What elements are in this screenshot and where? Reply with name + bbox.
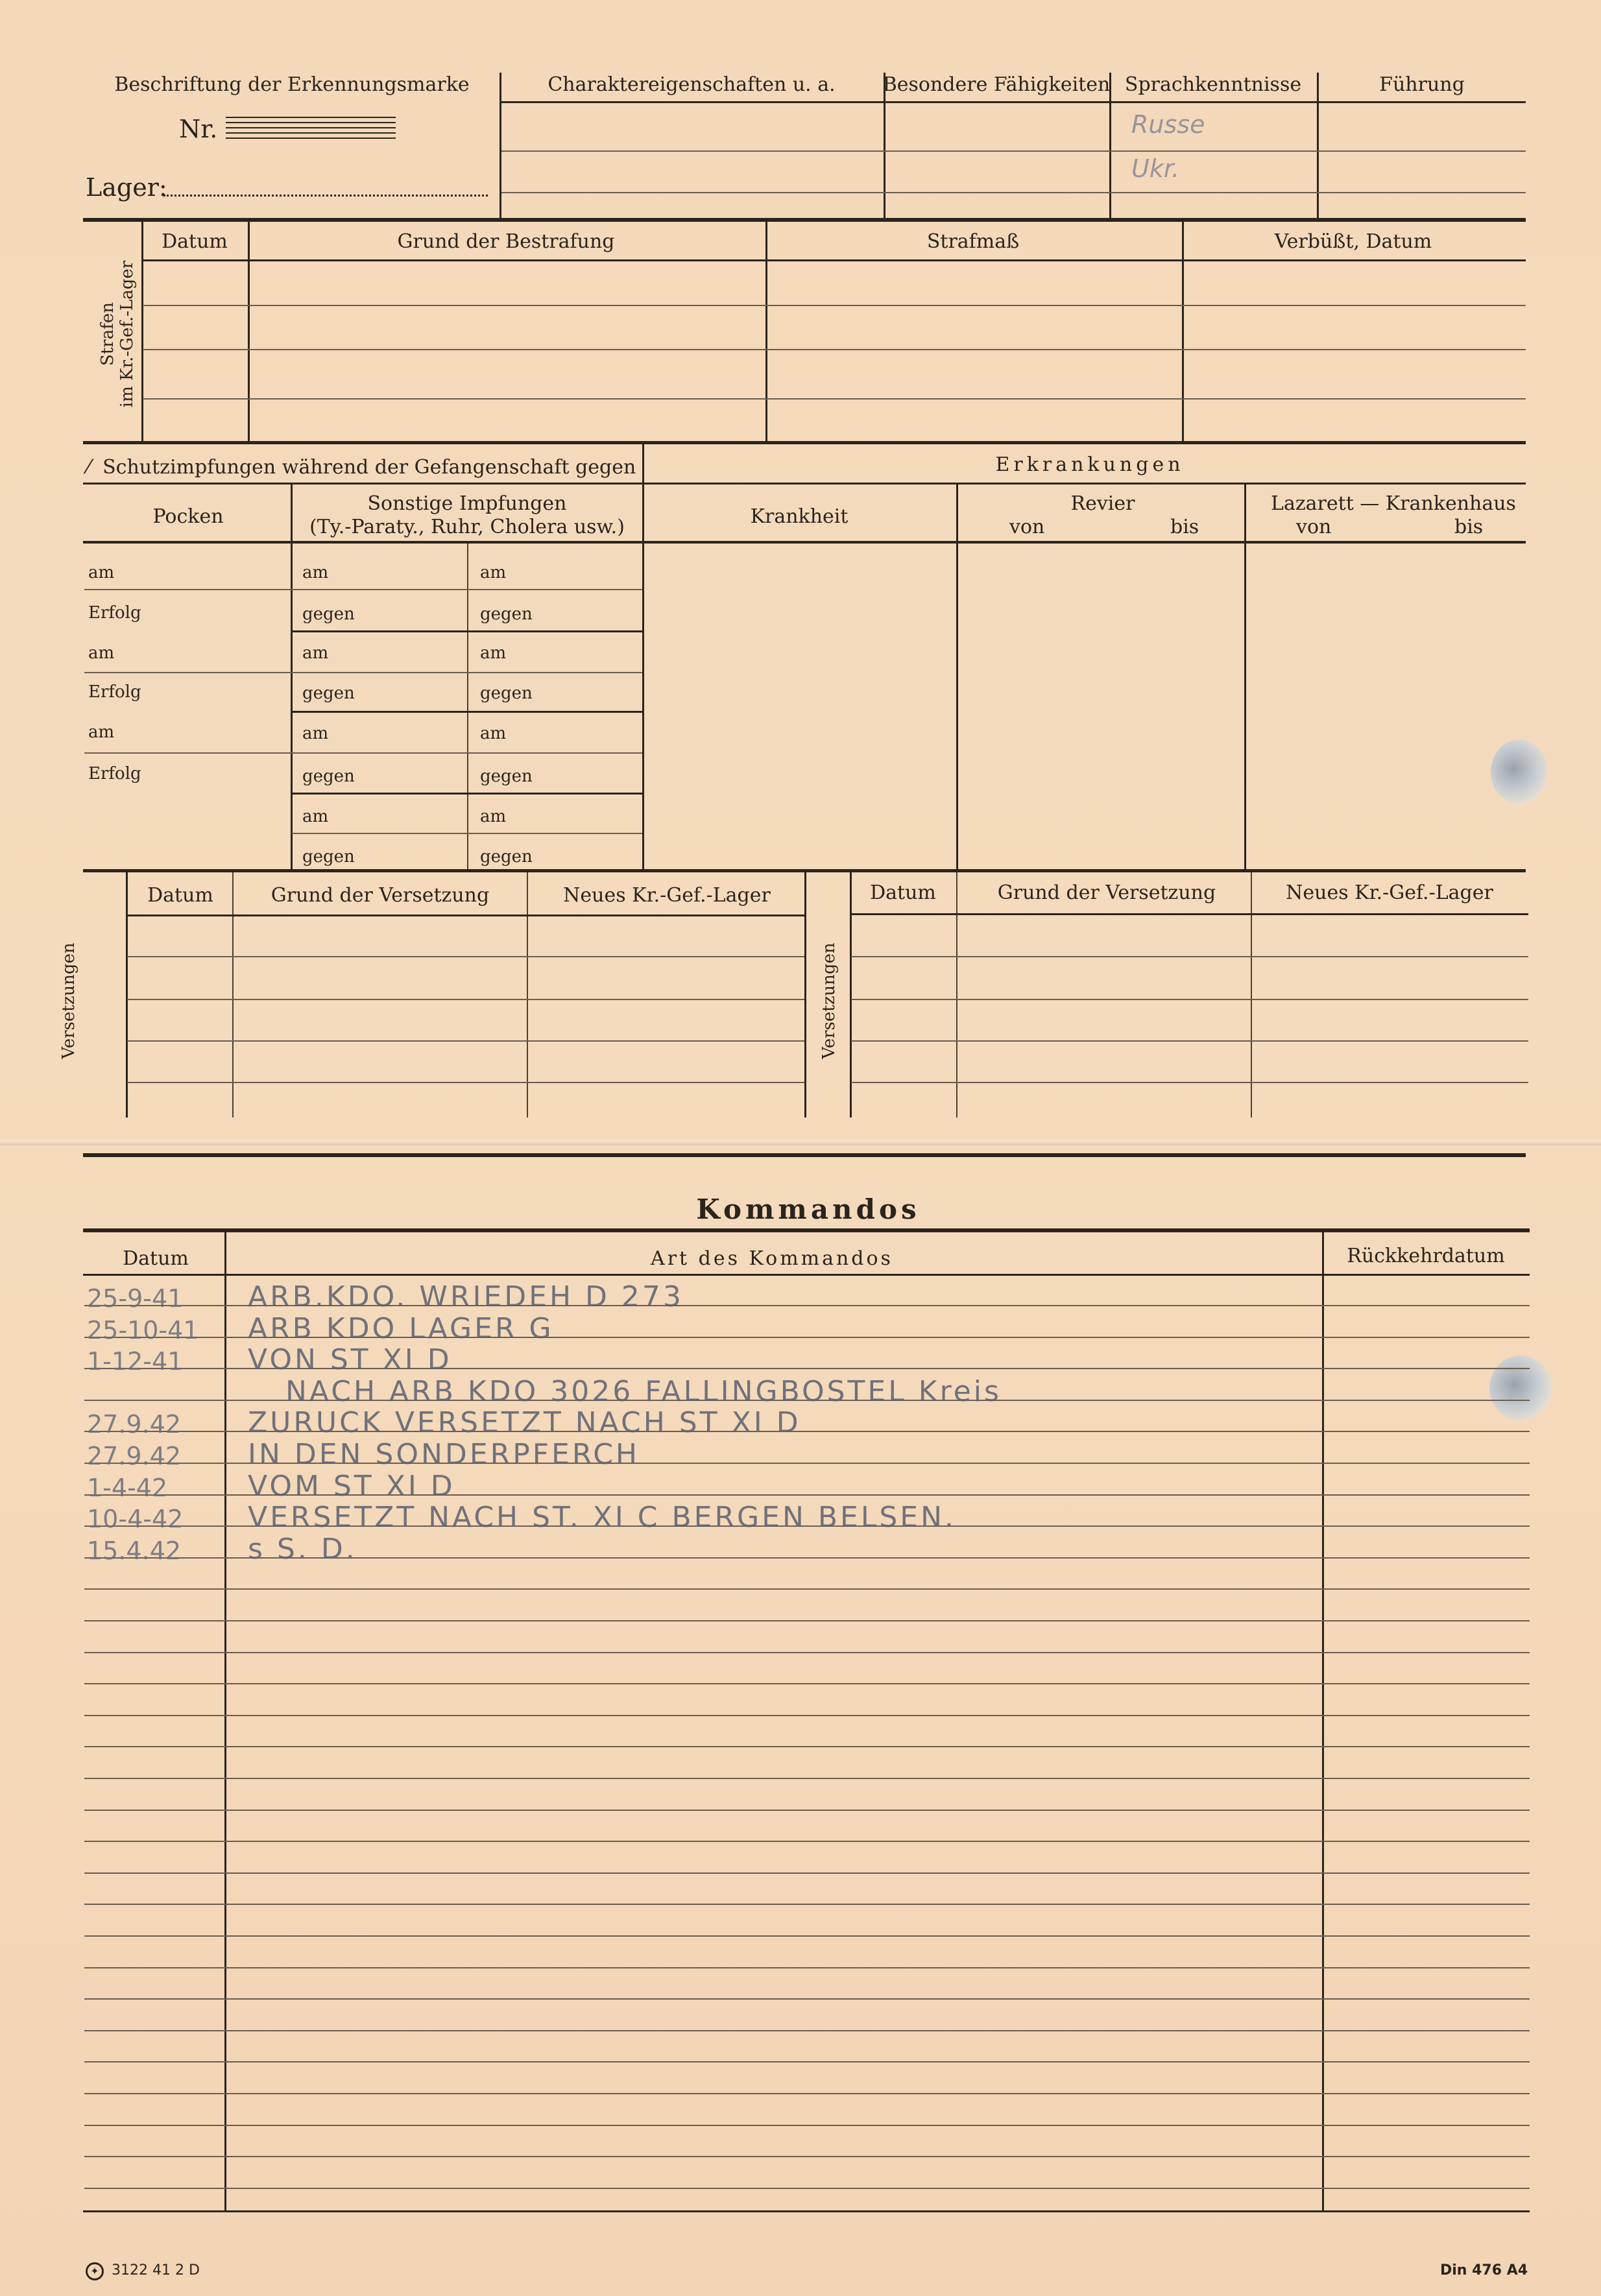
pocken-label: Pocken [152,505,224,528]
sonstige-label-2: (Ty.-Paraty., Ruhr, Cholera usw.) [309,516,625,538]
ruled-line [84,2125,1530,2126]
kommando-text: NACH ARB KDO 3026 FALLINGBOSTEL Kreis [285,1375,1002,1408]
sonstige-am: am [302,643,329,663]
revier-bis: bis [1170,516,1199,538]
pocken-am-1: am [88,563,115,582]
vers-right-col-lager: Neues Kr.-Gef.-Lager [1286,881,1493,904]
ruled-line [84,1620,1530,1621]
ruled-line [84,1810,1530,1811]
pocken-am-2: am [88,643,115,663]
strafen-col-datum: Datum [162,230,228,253]
kommando-text: VON ST XI D [248,1343,452,1376]
sprachkenntnisse-entry: Ukr. [1131,154,1180,183]
sonstige-am: am [480,807,507,826]
sonstige-gegen: gegen [480,684,533,703]
pocken-am-3: am [88,723,115,742]
kommando-date: 1-4-42 [87,1474,168,1502]
kommandos-col-art: Art des Kommandos [651,1247,893,1270]
lazarett-von: von [1296,516,1332,538]
punch-hole [1491,739,1548,804]
revier-von: von [1009,516,1045,538]
lazarett-bis: bis [1454,516,1484,538]
ruled-line [84,1872,1530,1874]
ruled-line [84,1778,1530,1779]
lager-label: Lager: [86,173,167,202]
kommando-date: 27.9.42 [87,1442,182,1470]
krankheit-label: Krankheit [750,505,849,528]
kommando-date: 27.9.42 [87,1410,182,1439]
din-format: Din 476 A4 [1440,2262,1528,2278]
erkrankungen-title: Erkrankungen [995,453,1185,476]
kommando-date: 15.4.42 [87,1537,182,1565]
vers-right-col-grund: Grund der Versetzung [997,881,1216,904]
pocken-erfolg-2: Erfolg [88,682,141,702]
fold-crease [0,1140,1601,1145]
print-code: 3122 41 2 D [112,2262,200,2278]
sonstige-label-1: Sonstige Impfungen [367,492,567,515]
sonstige-gegen: gegen [302,767,355,786]
ruled-line [84,1935,1530,1937]
vers-left-col-lager: Neues Kr.-Gef.-Lager [563,884,771,907]
nr-label: Nr. [179,115,218,143]
ruled-line [84,1652,1530,1653]
kommando-text: ARB KDO LAGER G [248,1312,554,1345]
sonstige-am: am [302,724,329,743]
ruled-line [84,2061,1530,2063]
ruled-line [84,2188,1530,2189]
impfungen-title [87,458,636,477]
ruled-line [84,1998,1530,2000]
revier-label: Revier [1070,492,1135,515]
lager-dotted-line [163,195,488,197]
versetzungen-side-label-left: Versetzungen [59,942,78,1059]
sonstige-am: am [480,643,507,663]
strafen-side-label-1: Strafen [98,302,117,366]
sonstige-gegen: gegen [480,847,533,867]
ruled-line [84,2156,1530,2157]
sonstige-gegen: gegen [480,767,533,786]
ruled-line [84,1841,1530,1842]
col-fuehrung: Führung [1379,73,1465,96]
sonstige-am: am [480,563,507,582]
sonstige-am: am [302,563,329,582]
versetzungen-side-label-right: Versetzungen [819,942,839,1059]
kommando-text: VOM ST XI D [248,1470,455,1503]
col-besondere-faehigkeiten: Besondere Fähigkeiten [882,73,1111,96]
ruled-line [84,2093,1530,2094]
erkennungsmarke-label: Beschriftung der Erkennungsmarke [114,73,470,96]
kommando-date: 10-4-42 [87,1505,184,1533]
kommando-text: s S. D. [248,1533,357,1566]
ruled-line [84,1715,1530,1716]
strafen-col-strafmass: Strafmaß [926,230,1020,253]
kommando-text: VERSETZT NACH ST. XI C BERGEN BELSEN. [248,1501,956,1534]
ruled-line [84,1683,1530,1684]
kommando-date: 25-9-41 [87,1284,184,1313]
sonstige-gegen: gegen [480,604,533,624]
sonstige-gegen: gegen [302,604,355,624]
ruled-line [84,1588,1530,1590]
vers-left-col-grund: Grund der Versetzung [271,884,490,907]
sprachkenntnisse-entry: Russe [1131,110,1205,139]
ruled-line [84,1746,1530,1747]
kommando-text: ZURUCK VERSETZT NACH ST XI D [248,1406,801,1439]
vers-right-col-datum: Datum [870,881,936,904]
pocken-erfolg-1: Erfolg [88,603,141,623]
ruled-line [84,1904,1530,1905]
col-sprachkenntnisse: Sprachkenntnisse [1124,73,1302,96]
lazarett-label: Lazarett — Krankenhaus [1271,492,1516,515]
kommando-text: ARB.KDO. WRIEDEH D 273 [248,1280,684,1313]
pocken-erfolg-3: Erfolg [88,764,141,783]
kommandos-col-datum: Datum [123,1247,189,1270]
impfungen-title-text: Schutzimpfungen während der Gefangenschaft gegen [102,456,636,479]
strafen-col-verbuesst: Verbüßt, Datum [1274,230,1432,253]
sonstige-am: am [302,807,329,826]
sonstige-am: am [480,724,507,743]
vers-left-col-datum: Datum [147,884,213,907]
col-charaktereigenschaften: Charaktereigenschaften u. a. [548,73,836,96]
kommando-text: IN DEN SONDERPFERCH [248,1438,640,1471]
strafen-col-grund: Grund der Bestrafung [397,230,615,253]
ruled-line [84,2030,1530,2031]
kommando-date: 25-10-41 [87,1316,199,1345]
sonstige-gegen: gegen [302,684,355,703]
sonstige-gegen: gegen [302,847,355,867]
kommando-date: 1-12-41 [87,1347,184,1376]
ruled-line [84,1967,1530,1968]
nr-line [226,117,396,143]
punch-hole [1489,1356,1552,1420]
printer-mark-icon: ✦ [86,2262,104,2280]
kommandos-col-rueckkehr: Rückkehrdatum [1347,1245,1505,1267]
strafen-side-label-2: im Kr.-Gef.-Lager [117,260,137,408]
strafen-side-label [98,276,117,392]
kommandos-title: Kommandos [696,1193,921,1225]
slash-mark: ⁄ [87,456,103,479]
